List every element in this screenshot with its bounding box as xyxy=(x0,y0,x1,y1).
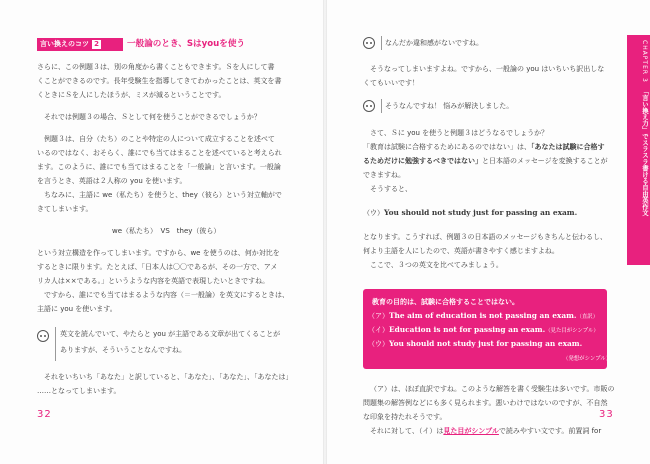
student-avatar-icon xyxy=(37,330,49,342)
chapter-title: 「言い換え力」でスラスラ書ける自由英作文 xyxy=(641,88,649,216)
paragraph-line: するときに限ります。たとえば、「日本人は〇〇であるが、その一方で、アメ xyxy=(37,263,278,271)
box-item-english: The aim of education is not passing an exam. xyxy=(389,311,577,320)
paragraph-line: ここで、３つの英文を比べてみましょう。 xyxy=(370,261,503,269)
paragraph-line: それでは例題３の場合、Ｓとして何を使うことができるでしょうか？ xyxy=(44,113,261,121)
text-run: 「教育は試験に合格するためにあるのではない」は、 xyxy=(363,143,531,151)
student-line: なんだか違和感がないですね。 xyxy=(385,39,483,47)
box-item-english: You should not study just for passing an exam. xyxy=(389,339,583,348)
paragraph-line: 何より主語を人にしたので、英語が書きやすく感じますよね。 xyxy=(363,247,559,255)
tip-badge xyxy=(37,38,123,51)
text-run: それに対して、（イ）は xyxy=(370,427,444,435)
paragraph-line: そうなってしまいますよね。ですから、一般論の you はいちいち訳出しな xyxy=(370,65,605,73)
paragraph-line: くことができるのです。長年受験生を指導してきてわかったことは、英文を書 xyxy=(37,77,282,85)
student-avatar-icon xyxy=(363,37,375,49)
paragraph-line: くてもいいです！ xyxy=(363,79,419,87)
box-item xyxy=(368,324,599,337)
box-item-label: （イ） xyxy=(368,326,389,334)
bold-run: るためだけに勉強するべきではない」 xyxy=(363,157,482,165)
box-item-english: Education is not for passing an exam. xyxy=(389,325,546,334)
text-run: で読みやすい文です。前置詞 for xyxy=(498,427,602,435)
quote-line: 英文を読んでいて、やたらと you が主語である文章が出てくることが xyxy=(60,330,281,338)
paragraph-line: （ア）は、ほぼ直訳ですね。このような解答を書く受験生は多いです。市販の xyxy=(370,385,615,393)
contrast-line: we（私たち） VS they（彼ら） xyxy=(112,227,221,235)
example-english: You should not study just for passing an exam. xyxy=(384,208,578,217)
page-number-right: 33 xyxy=(599,409,614,420)
box-item-note: （見た目がシンプル） xyxy=(545,328,599,334)
paragraph-line: それをいちいち「あなた」と訳していると、「あなた」、「あなた」、「あなたは」 xyxy=(44,373,293,381)
paragraph-line: そうすると、 xyxy=(370,185,412,193)
paragraph-line: ちなみに、主語に we（私たち）を使うと、they（彼ら）という対立軸がで xyxy=(44,191,282,199)
paragraph-line xyxy=(370,424,601,438)
box-item xyxy=(368,310,598,323)
paragraph-line: という対立構造を作ってしまいます。ですから、we を使うのは、何か対比を xyxy=(37,249,280,257)
paragraph-line: いるのではなく、おそらく、誰にでも当てはまることを述べていると考えられ xyxy=(37,149,282,157)
box-heading: 教育の目的は、試験に合格することではない。 xyxy=(372,298,519,306)
paragraph-line: 例題３は、自分（たち）のことや特定の人について成立することを述べて xyxy=(44,135,275,143)
paragraph-line: ですから、誰にでも当てはまるような内容（＝一般論）を英文にするときは、 xyxy=(44,291,289,299)
highlight-run: 見た目がシンプル xyxy=(443,427,499,435)
paragraph-line: を言うとき、英語は２人称の you を使います。 xyxy=(37,177,187,185)
quote-bar xyxy=(55,327,56,361)
paragraph-line: 問題集の解答例などにも多く見られます。悪いわけではないのですが、不自然 xyxy=(363,399,608,407)
bold-run: 「あなたは試験に合格す xyxy=(531,143,605,151)
student-line: そうなんですね！ 悩みが解決しました。 xyxy=(385,102,514,110)
student-avatar-icon xyxy=(363,100,375,112)
paragraph-line: となります。こうすれば、例題３の日本語のメッセージもきちんと伝わるし、 xyxy=(363,233,608,241)
tip-number: 2 xyxy=(92,40,101,49)
chapter-label: CHAPTER 3 xyxy=(641,40,648,83)
paragraph-line: リカ人は××である。」というような内容を英語で表現したいときですね。 xyxy=(37,277,270,285)
paragraph-line: さらに、この例題３は、別の角度から書くこともできます。Ｓを人にして書 xyxy=(37,63,275,71)
box-item xyxy=(368,338,582,350)
tip-title: 一般論のとき、Sはyouを使う xyxy=(127,39,246,49)
page-number-left: 32 xyxy=(37,409,52,420)
box-item-note: （発想がシンプル） xyxy=(563,356,612,362)
text-run: と日本語のメッセージを変換することが xyxy=(482,157,608,165)
paragraph-line: 主語に you を使います。 xyxy=(37,305,117,313)
tip-badge-label: 言い換えのコツ xyxy=(40,40,89,48)
example-label: （ウ） xyxy=(363,209,384,217)
paragraph-line: きてしまいます。 xyxy=(37,205,93,213)
paragraph-line: さて、Ｓに you を使うと例題３はどうなるでしょうか？ xyxy=(370,129,549,137)
example-sentence xyxy=(363,206,577,220)
paragraph-line: くときにＳを人にしたほうが、ミスが減るということです。 xyxy=(37,91,226,99)
paragraph-line: ます。このように、誰にでも当てはまることを「一般論」と言います。一般論 xyxy=(37,163,281,171)
box-item-label: （ウ） xyxy=(368,340,389,348)
paragraph-line xyxy=(363,140,605,154)
paragraph-line xyxy=(363,154,608,168)
paragraph-line: できますね。 xyxy=(363,171,405,179)
paragraph-line: ……となってしまいます。 xyxy=(37,387,121,395)
paragraph-line: な印象を持たれそうです。 xyxy=(363,413,447,421)
book-gutter xyxy=(323,0,327,464)
quote-bar xyxy=(381,99,382,113)
quote-line: ありますが、そういうことなんですね。 xyxy=(60,346,186,354)
quote-bar xyxy=(381,36,382,50)
box-item-label: （ア） xyxy=(368,312,389,320)
box-item-note: （直訳） xyxy=(576,314,599,320)
